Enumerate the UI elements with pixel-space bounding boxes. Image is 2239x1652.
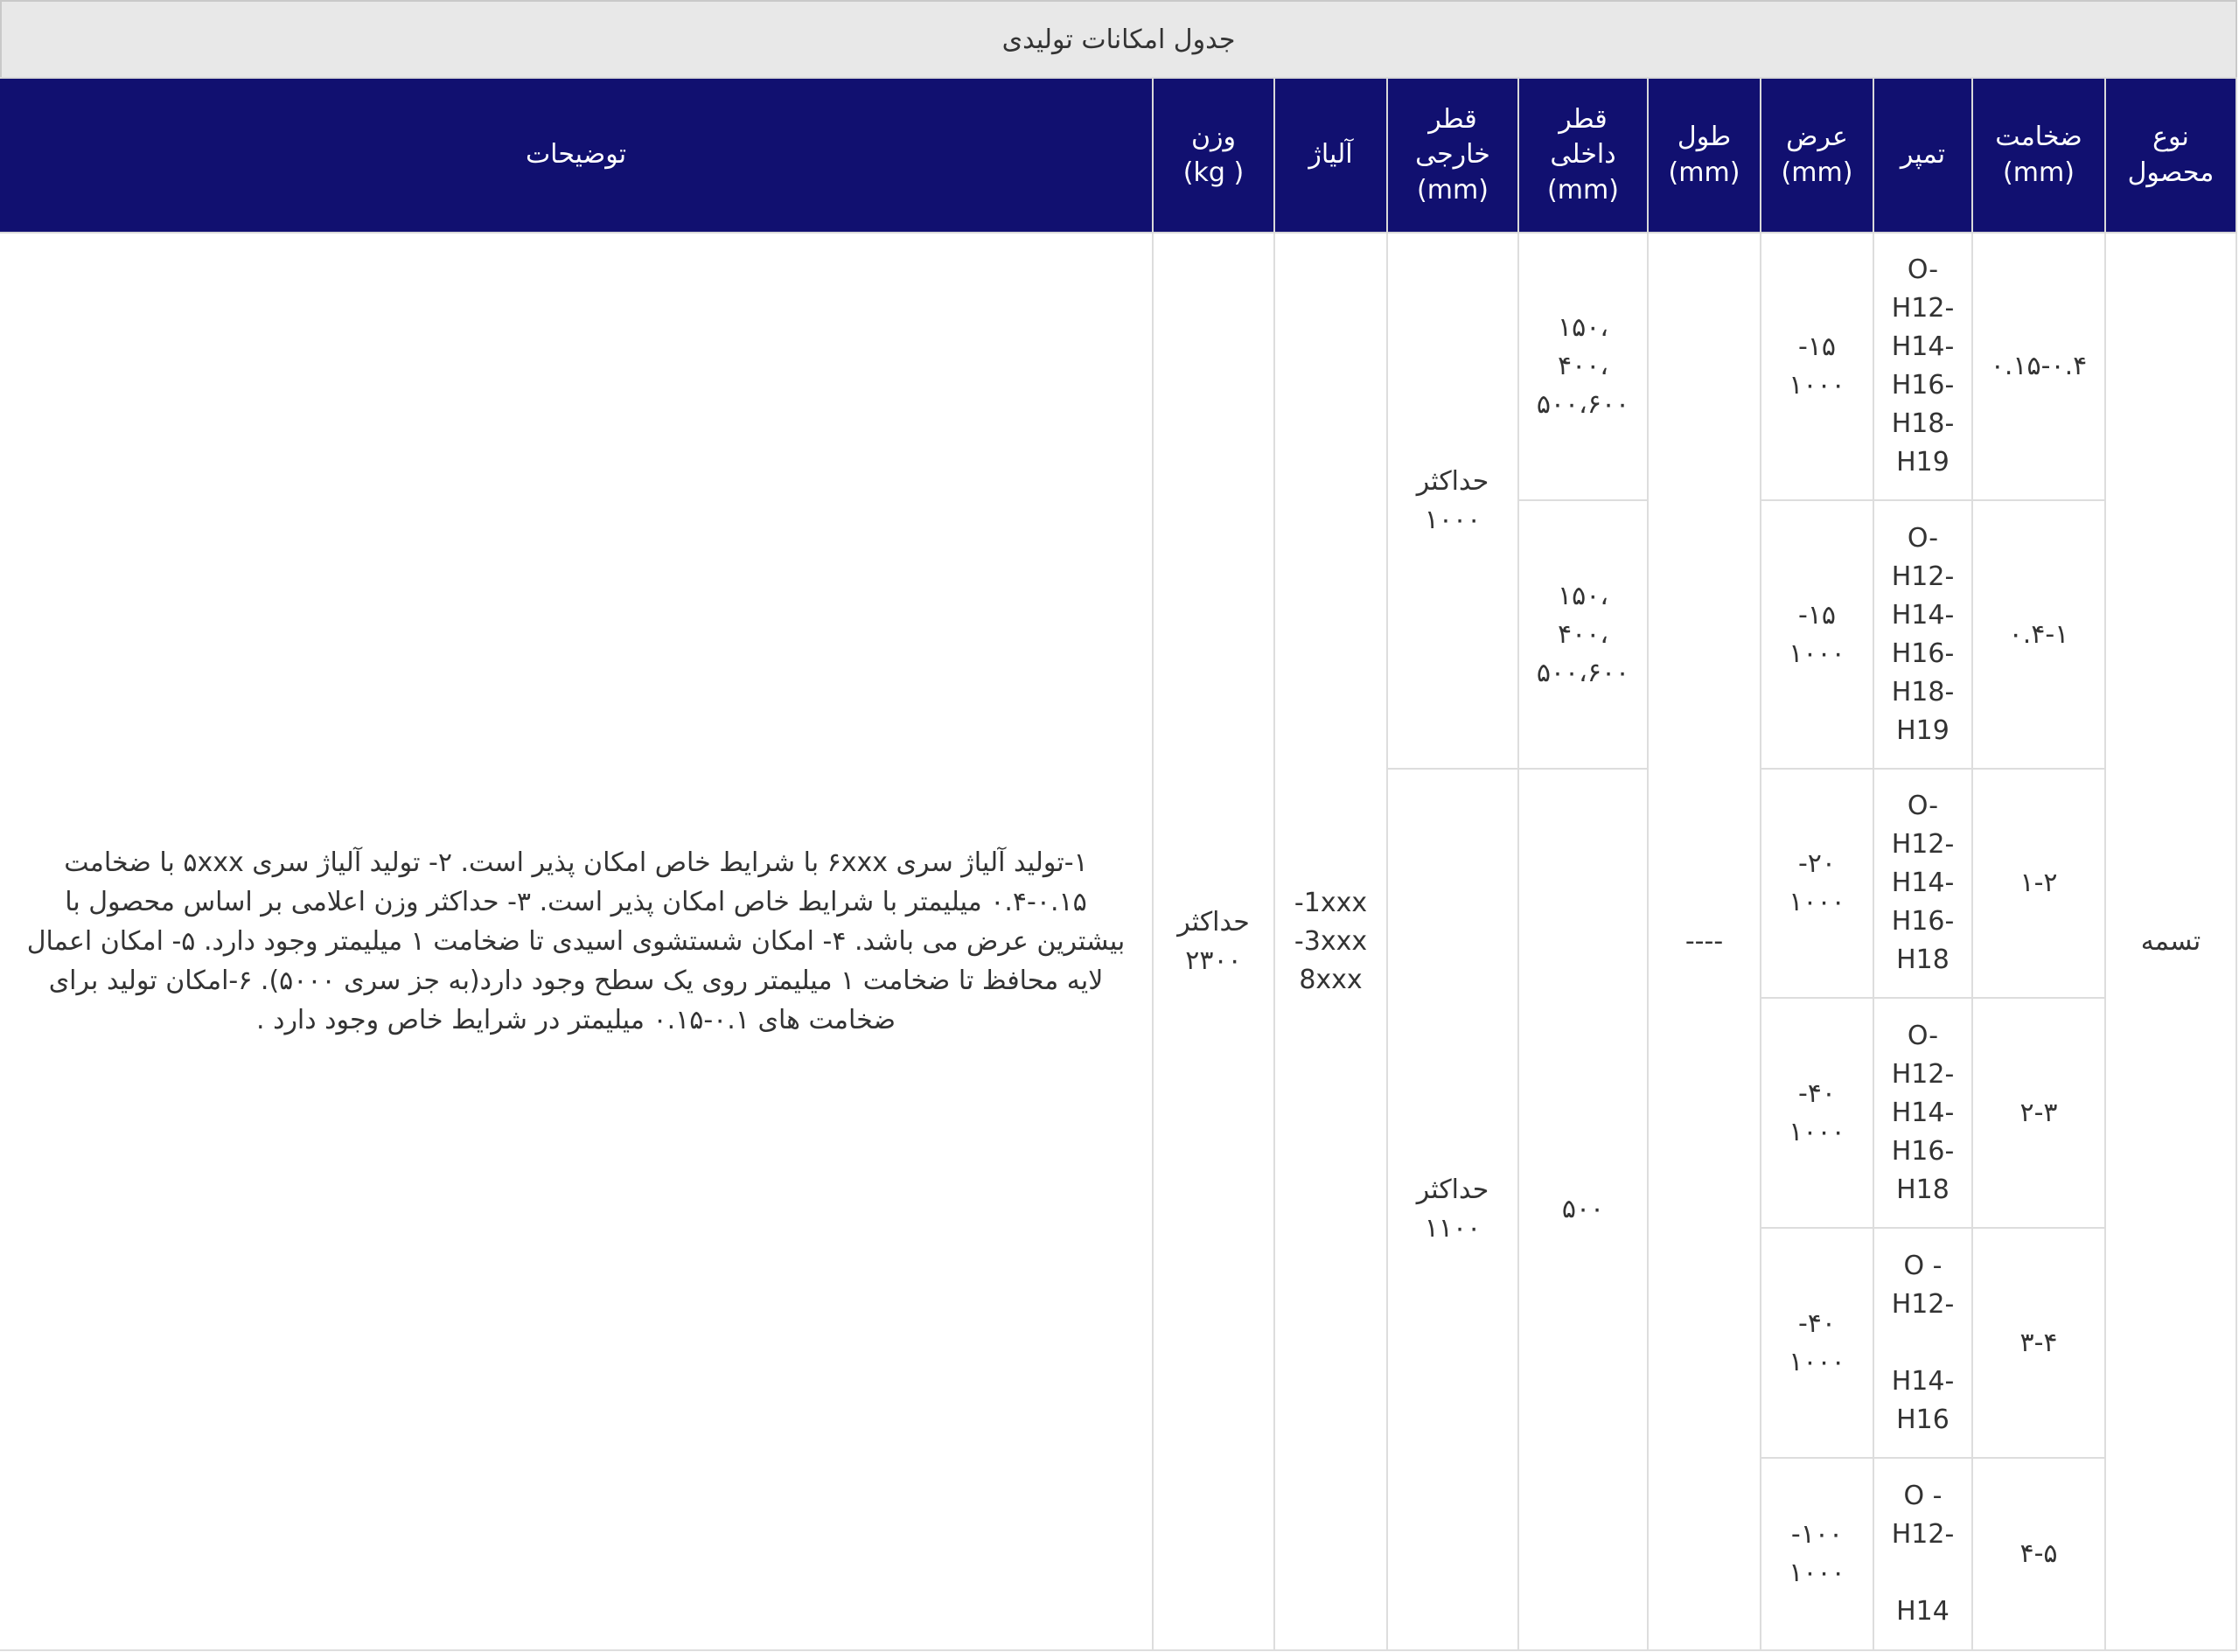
outer-diameter-cell: حداکثر ۱۱۰۰ xyxy=(1387,769,1518,1650)
outer-diameter-cell: حداکثر ۱۰۰۰ xyxy=(1387,233,1518,769)
header-width: عرض (mm) xyxy=(1761,78,1873,233)
width-cell: ۴۰- ۱۰۰۰ xyxy=(1761,1228,1873,1458)
temper-cell: O- H12- H14- H16- H18- H19 xyxy=(1873,500,1972,769)
header-outer-diameter: قطر خارجی (mm) xyxy=(1387,78,1518,233)
header-length: طول (mm) xyxy=(1648,78,1761,233)
inner-diameter-cell: ۵۰۰ xyxy=(1518,769,1648,1650)
header-thickness: ضخامت (mm) xyxy=(1972,78,2105,233)
inner-diameter-cell: ،۱۵۰ ،۴۰۰ ۵۰۰،۶۰۰ xyxy=(1518,500,1648,769)
temper-cell: O- H12- H14- H16- H18- H19 xyxy=(1873,233,1972,500)
thickness-cell: ۲-۳ xyxy=(1972,998,2105,1228)
header-row xyxy=(0,78,2236,233)
width-cell: ۱۵- ۱۰۰۰ xyxy=(1761,233,1873,500)
thickness-cell: ۰.۴-۱ xyxy=(1972,500,2105,769)
alloy-cell: 1xxx- 3xxx- 8xxx xyxy=(1274,233,1387,1650)
production-capabilities-table xyxy=(0,77,2237,1651)
inner-diameter-cell: ،۱۵۰ ،۴۰۰ ۵۰۰،۶۰۰ xyxy=(1518,233,1648,500)
header-weight: وزن ( kg) xyxy=(1153,78,1274,233)
table-row xyxy=(0,233,2236,500)
width-cell: ۴۰- ۱۰۰۰ xyxy=(1761,998,1873,1228)
thickness-cell: ۰.۱۵-۰.۴ xyxy=(1972,233,2105,500)
temper-cell: O- H12- H14- H16- H18 xyxy=(1873,998,1972,1228)
temper-cell: O- H12- H14- H16- H18 xyxy=(1873,769,1972,998)
thickness-cell: ۱-۲ xyxy=(1972,769,2105,998)
thickness-cell: ۳-۴ xyxy=(1972,1228,2105,1458)
width-cell: ۱۵- ۱۰۰۰ xyxy=(1761,500,1873,769)
header-notes: توضیحات xyxy=(0,78,1153,233)
weight-cell: حداکثر ۲۳۰۰ xyxy=(1153,233,1274,1650)
width-cell: ۱۰۰- ۱۰۰۰ xyxy=(1761,1458,1873,1650)
header-inner-diameter: قطر داخلی (mm) xyxy=(1518,78,1648,233)
temper-cell: O - H12- H14- H16 xyxy=(1873,1228,1972,1458)
temper-cell: O - H12- H14 xyxy=(1873,1458,1972,1650)
notes-cell: ۱-تولید آلیاژ سری ۶xxx با شرایط خاص امکان پذیر است. ۲- تولید آلیاژ سری ۵xxx با ضخامت ۰.۱۵-۰.۴ میلیمتر با شرایط خاص امکان پذیر است. ۳- حداکثر وزن اعلامی بر اساس محصول با بیشترین عرض می باشد. ۴- امکان شستشوی اسیدی تا ضخامت ۱ میلیمتر وجود دارد. ۵- امکان اعمال لایه محافظ تا ضخامت ۱ میلیمتر روی یک سطح وجود دارد(به جز سری ۵۰۰۰). ۶-امکان تولید برای ضخامت های ۰.۱-۰.۱۵ میلیمتر در شرایط خاص وجود دارد . xyxy=(0,233,1153,1650)
width-cell: ۲۰- ۱۰۰۰ xyxy=(1761,769,1873,998)
header-product-type: نوع محصول xyxy=(2105,78,2236,233)
table-caption: جدول امکانات تولیدی xyxy=(0,0,2237,77)
thickness-cell: ۴-۵ xyxy=(1972,1458,2105,1650)
length-cell: ---- xyxy=(1648,233,1761,1650)
product-type-cell: تسمه xyxy=(2105,233,2236,1650)
header-alloy: آلیاژ xyxy=(1274,78,1387,233)
header-temper: تمپر xyxy=(1873,78,1972,233)
